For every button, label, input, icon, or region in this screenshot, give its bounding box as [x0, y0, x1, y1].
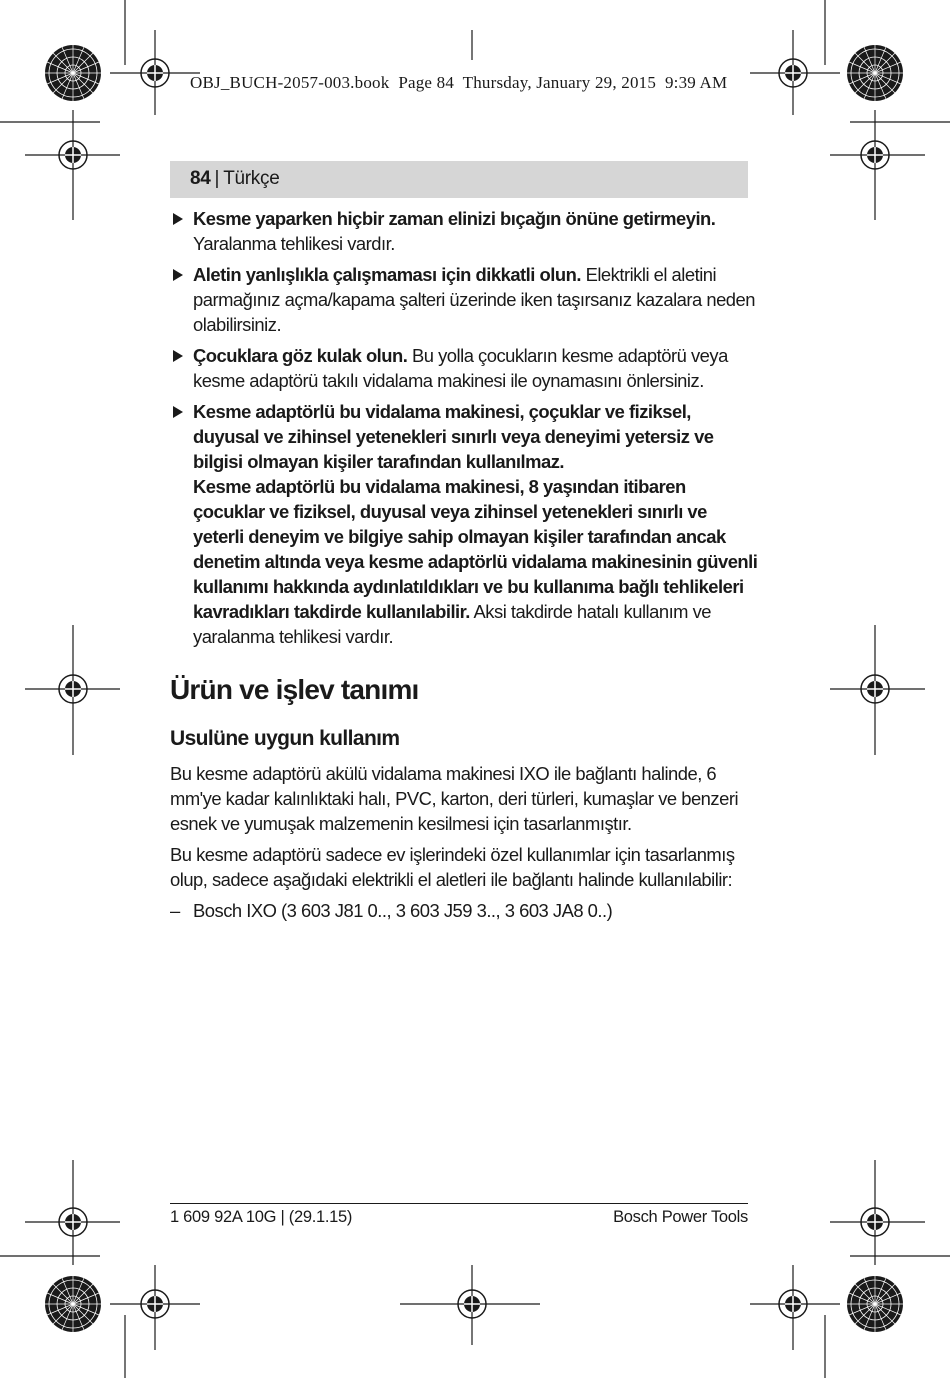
page-header [170, 161, 748, 198]
footer-rule [170, 1203, 748, 1204]
list-item [170, 898, 760, 923]
safety-bullet [170, 206, 760, 256]
bullet-bold-text: Çocuklara göz kulak olun. [193, 345, 408, 366]
bullet-triangle-icon [173, 213, 183, 225]
page-number: 84 [190, 168, 211, 189]
bullet-text: Elektrikli el aletini parmağınız açma/kapama şalteri üzerinde iken taşırsanız kazalara neden olabilirsiniz. [193, 264, 755, 335]
bullet-triangle-icon [173, 350, 183, 362]
safety-bullet [170, 343, 760, 393]
bullet-text: Yaralanma tehlikesi vardır. [193, 233, 395, 254]
safety-bullet [170, 262, 760, 337]
subsection-title: Usulüne uygun kullanım [170, 727, 400, 750]
bullet-text: Aksi takdirde hatalı kullanım ve yaralanma tehlikesi vardır. [193, 601, 712, 647]
bullet-triangle-icon [173, 406, 183, 418]
bullet-bold-text: Kesme adaptörlü bu vidalama makinesi, çoçuklar ve fiziksel, duyusal ve zihinsel yetenekleri sınırlı veya deneyimi yetersiz ve bilgisi olmayan kişiler tarafından kullanılmaz. [193, 401, 714, 472]
list-dash: – [170, 900, 180, 921]
bullet-text: Bu yolla çocukların kesme adaptörü veya kesme adaptörü takılı vidalama makinesi ile oynamasını önlersiniz. [193, 345, 728, 391]
section-title: Ürün ve işlev tanımı [170, 674, 419, 705]
page-content [170, 206, 760, 923]
paragraph: Bu kesme adaptörü akülü vidalama makinesi IXO ile bağlantı halinde, 6 mm'ye kadar kalınlıktaki halı, PVC, karton, deri türleri, kumaşlar ve benzeri esnek ve yumuşak malzemenin kesilmesi için tasarlanmıştır. [170, 763, 739, 834]
paragraph: Bu kesme adaptörü sadece ev işlerindeki özel kullanımlar için tasarlanmış olup, sadece aşağıdaki elektrikli el aletleri ile bağlantı halinde kullanılabilir: [170, 844, 735, 890]
bullet-bold-text: Aletin yanlışlıkla çalışmaması için dikkatli olun. [193, 264, 581, 285]
bullet-bold-text: Kesme yaparken hiçbir zaman elinizi bıçağın önüne getirmeyin. [193, 208, 716, 229]
header-separator: | [214, 168, 220, 189]
list-item-text: Bosch IXO (3 603 J81 0.., 3 603 J59 3.., 3 603 JA8 0..) [193, 900, 613, 921]
safety-bullet [170, 399, 760, 649]
footer-brand: Bosch Power Tools [613, 1208, 748, 1226]
bullet-triangle-icon [173, 269, 183, 281]
footer-doc-code: 1 609 92A 10G | (29.1.15) [170, 1208, 353, 1226]
bullet-bold-text-2: Kesme adaptörlü bu vidalama makinesi, 8 yaşından itibaren çocuklar ve fiziksel, duyusal veya zihinsel yetenekleri sınırlı ve yeterli deneyim ve bilgiye sahip olmayan kişiler tarafından ancak denetim altında veya kesme adaptörlü vidalama makinesinin güvenli kullanımı hakkında aydınlatıldıkları ve bu kullanıma bağlı tehlikeleri kavradıkları takdirde kullanılabilir. [193, 476, 758, 622]
header-language: Türkçe [223, 168, 280, 189]
print-slug: OBJ_BUCH-2057-003.book Page 84 Thursday, January 29, 2015 9:39 AM [190, 73, 728, 92]
